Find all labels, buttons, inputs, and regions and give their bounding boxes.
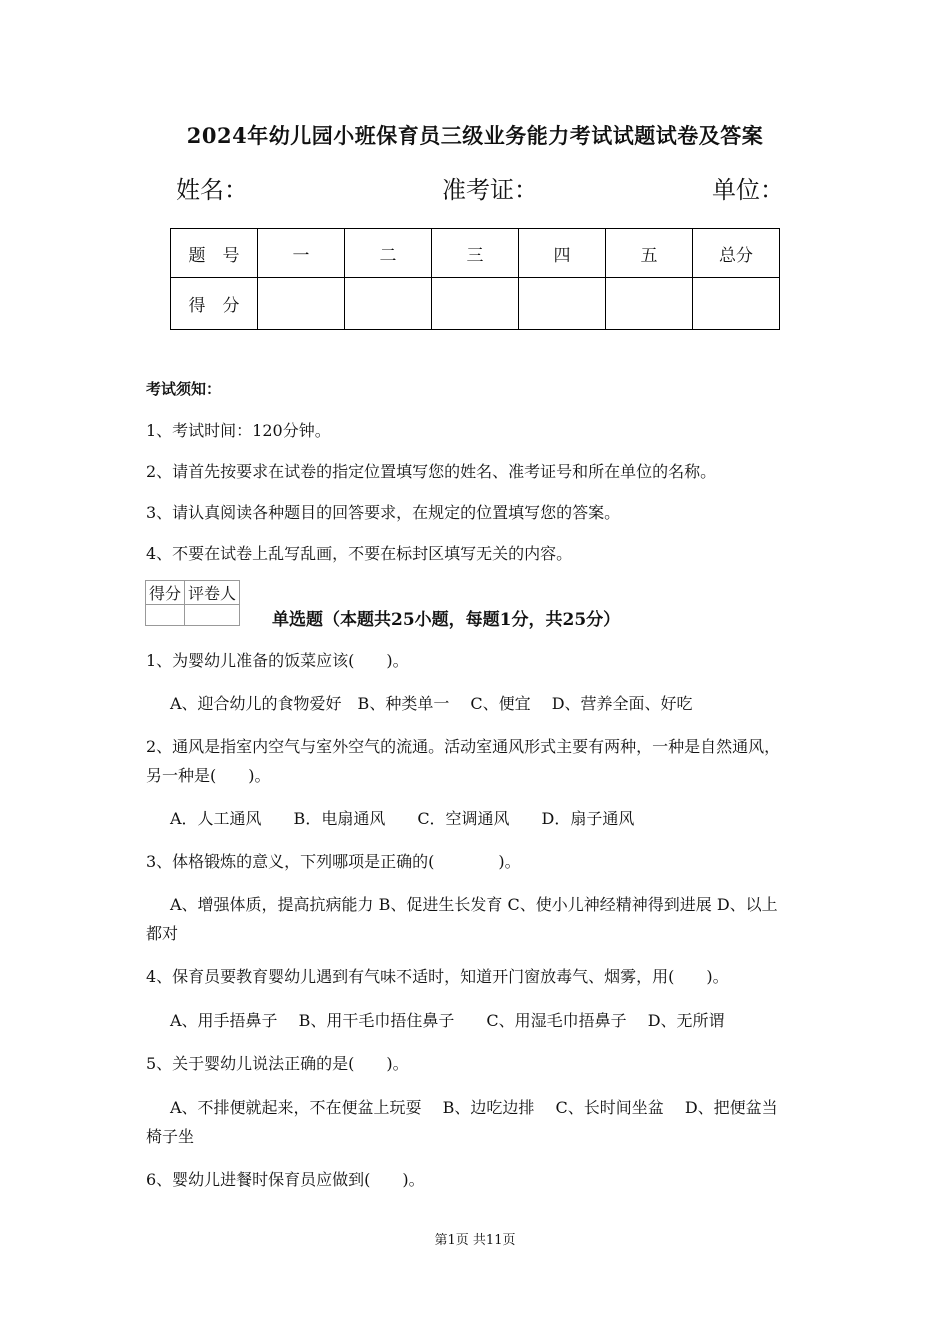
question-text-continued: 另一种是( )。 <box>146 766 271 785</box>
score-header-cell: 三 <box>432 229 519 278</box>
question-text: 3、体格锻炼的意义，下列哪项是正确的( )。 <box>146 852 521 871</box>
name-field-label: 姓名： <box>176 176 248 204</box>
score-header-cell: 总分 <box>693 229 780 278</box>
question-options: A、增强体质，提高抗病能力 B、促进生长发育 C、使小儿神经精神得到进展 D、以上 <box>170 895 778 914</box>
score-table <box>170 228 780 330</box>
score-cell[interactable] <box>693 278 780 330</box>
section-title: 单选题（本题共25小题，每题1分，共25分） <box>272 610 621 630</box>
score-cell[interactable] <box>519 278 606 330</box>
question-text: 2、通风是指室内空气与室外空气的流通。活动室通风形式主要有两种，一种是自然通风， <box>146 737 781 756</box>
notice-item: 1、考试时间：120分钟。 <box>146 421 331 440</box>
notice-heading: 考试须知： <box>146 380 222 398</box>
score-header-cell: 二 <box>345 229 432 278</box>
score-header-cell: 四 <box>519 229 606 278</box>
score-header-cell: 题 号 <box>171 229 258 278</box>
score-header-cell: 五 <box>606 229 693 278</box>
unit-field-label: 单位： <box>712 176 784 204</box>
score-cell[interactable] <box>345 278 432 330</box>
question-options: A、用手捂鼻子 B、用干毛巾捂住鼻子 C、用湿毛巾捂鼻子 D、无所谓 <box>170 1011 725 1030</box>
question-text: 1、为婴幼儿准备的饭菜应该( )。 <box>146 651 409 670</box>
question-options: A、迎合幼儿的食物爱好 B、种类单一 C、便宜 D、营养全面、好吃 <box>170 694 693 713</box>
question-text: 5、关于婴幼儿说法正确的是( )。 <box>146 1054 409 1073</box>
score-header-cell: 一 <box>258 229 345 278</box>
grader-score-cell[interactable] <box>146 605 185 626</box>
score-cell[interactable] <box>258 278 345 330</box>
page-footer: 第1页 共11页 <box>434 1233 516 1248</box>
question-options-continued: 椅子坐 <box>146 1127 195 1146</box>
score-table-header-row <box>171 229 780 278</box>
notice-item: 2、请首先按要求在试卷的指定位置填写您的姓名、准考证号和所在单位的名称。 <box>146 462 717 481</box>
question-text: 4、保育员要教育婴幼儿遇到有气味不适时，知道开门窗放毒气、烟雾，用( )。 <box>146 967 729 986</box>
score-cell[interactable] <box>432 278 519 330</box>
notice-item: 4、不要在试卷上乱写乱画，不要在标封区填写无关的内容。 <box>146 544 573 563</box>
score-cell[interactable] <box>606 278 693 330</box>
grader-score-label: 得分 <box>146 581 185 605</box>
exam-number-field-label: 准考证： <box>442 176 538 204</box>
question-options: A．人工通风 B．电扇通风 C．空调通风 D．扇子通风 <box>170 809 635 828</box>
grader-name-cell[interactable] <box>185 605 240 626</box>
notice-item: 3、请认真阅读各种题目的回答要求，在规定的位置填写您的答案。 <box>146 503 621 522</box>
grader-box <box>145 580 240 626</box>
question-text: 6、婴幼儿进餐时保育员应做到( )。 <box>146 1170 425 1189</box>
page-title: 2024年幼儿园小班保育员三级业务能力考试试题试卷及答案 <box>186 123 764 148</box>
grader-name-label: 评卷人 <box>185 581 240 605</box>
score-table-score-row <box>171 278 780 330</box>
question-options-continued: 都对 <box>146 924 179 943</box>
score-row-label: 得 分 <box>171 278 258 330</box>
question-options: A、不排便就起来，不在便盆上玩耍 B、边吃边排 C、长时间坐盆 D、把便盆当 <box>170 1098 778 1117</box>
